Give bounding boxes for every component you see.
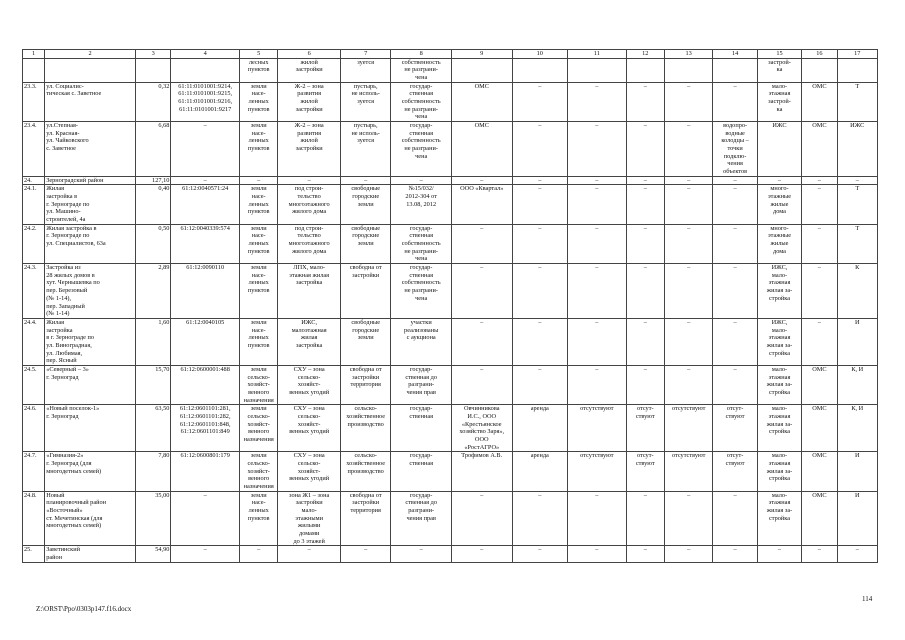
table-cell: 0,32 <box>136 82 171 121</box>
column-number: 10 <box>512 50 568 59</box>
table-cell: под строи- тельство многоэтажного жилого дома <box>278 185 341 224</box>
table-cell: – <box>664 185 712 224</box>
table-cell: 61:12:0040105 <box>171 318 240 365</box>
table-cell: – <box>568 224 627 263</box>
table-row <box>23 122 878 177</box>
table-cell: – <box>512 224 568 263</box>
table-cell: лесных пунктов <box>240 58 278 82</box>
table-row <box>23 264 878 319</box>
table-cell: свободные городские земли <box>340 185 390 224</box>
table-cell: – <box>664 122 712 177</box>
table-cell: – <box>171 176 240 185</box>
table-cell: ЛПХ, мало- этажная жилая застройка <box>278 264 341 319</box>
table-cell: 24.4. <box>23 318 45 365</box>
table-row <box>23 224 878 263</box>
table-cell: государ- ственная собственность не разграни- чена <box>391 122 452 177</box>
table-cell: – <box>626 122 664 177</box>
table-cell: 24.2. <box>23 224 45 263</box>
table-cell: Трофимов А.В. <box>451 452 512 491</box>
table-row <box>23 185 878 224</box>
table-cell: 54,90 <box>136 546 171 562</box>
column-number: 17 <box>837 50 877 59</box>
table-cell: ИЖС, мало- этажная жилая за- стройка <box>757 318 801 365</box>
table-cell: И <box>837 318 877 365</box>
column-number: 3 <box>136 50 171 59</box>
table-cell: ОМС <box>451 122 512 177</box>
table-cell: – <box>568 185 627 224</box>
table-cell: ОМС <box>802 365 837 404</box>
table-cell: собственность не разграни- чена <box>391 58 452 82</box>
table-row <box>23 176 878 185</box>
column-number: 14 <box>713 50 757 59</box>
table-cell: 127,10 <box>136 176 171 185</box>
table-cell: 24.5. <box>23 365 45 404</box>
table-cell: отсутствуют <box>664 405 712 452</box>
table-cell: 61:12:0090110 <box>171 264 240 319</box>
table-cell: – <box>568 264 627 319</box>
table-cell: – <box>451 224 512 263</box>
table-cell: – <box>713 176 757 185</box>
table-cell: застрой- ка <box>757 58 801 82</box>
table-cell: 25. <box>23 546 45 562</box>
table-cell: – <box>713 365 757 404</box>
table-cell: 23.4. <box>23 122 45 177</box>
table-cell: – <box>451 546 512 562</box>
table-cell: земли насе- ленных пунктов <box>240 82 278 121</box>
table-cell: – <box>664 365 712 404</box>
column-number: 4 <box>171 50 240 59</box>
table-cell: отсут- ствуют <box>626 405 664 452</box>
table-cell: – <box>626 82 664 121</box>
table-cell: ОМС <box>802 452 837 491</box>
table-cell: свободные городские земли <box>340 224 390 263</box>
table-cell: государ- ственная собственность не разграни- чена <box>391 224 452 263</box>
table-cell: Т <box>837 185 877 224</box>
table-cell: мало- этажная жилая за- стройка <box>757 452 801 491</box>
column-number: 12 <box>626 50 664 59</box>
table-cell <box>664 58 712 82</box>
table-cell: 24.1. <box>23 185 45 224</box>
table-cell: – <box>626 264 664 319</box>
table-cell: аренда <box>512 452 568 491</box>
table-cell: – <box>512 122 568 177</box>
table-cell: – <box>664 264 712 319</box>
table-cell: Новый планировочный район «Восточный» ст. Мечетинская (для многодетных семей) <box>45 491 136 546</box>
table-cell: – <box>340 546 390 562</box>
table-cell: под строи- тельство многоэтажного жилого дома <box>278 224 341 263</box>
table-cell: – <box>278 176 341 185</box>
table-cell: – <box>713 318 757 365</box>
table-cell <box>512 58 568 82</box>
table-cell: СХУ – зона сельско- хозяйст- венных угодий <box>278 452 341 491</box>
table-cell: 24. <box>23 176 45 185</box>
table-cell: свободные городские земли <box>340 318 390 365</box>
table-cell: отсут- ствуют <box>713 452 757 491</box>
column-number: 11 <box>568 50 627 59</box>
table-cell: – <box>451 491 512 546</box>
table-cell: – <box>568 122 627 177</box>
table-row <box>23 405 878 452</box>
table-cell: – <box>512 365 568 404</box>
table-cell <box>626 58 664 82</box>
table-cell: 7,80 <box>136 452 171 491</box>
table-cell: отсутствуют <box>568 452 627 491</box>
table-cell: – <box>664 176 712 185</box>
table-cell: – <box>713 264 757 319</box>
table-cell: И <box>837 452 877 491</box>
table-cell: сельско- хозяйственное производство <box>340 452 390 491</box>
column-number: 9 <box>451 50 512 59</box>
table-cell: государ- ственная до разграни- чения прав <box>391 365 452 404</box>
table-cell: – <box>713 546 757 562</box>
table-cell: ИЖС, мало- этажная жилая за- стройка <box>757 264 801 319</box>
column-number: 8 <box>391 50 452 59</box>
table-cell: 61:12:0040571:24 <box>171 185 240 224</box>
table-cell: зуется <box>340 58 390 82</box>
land-plots-table <box>22 49 878 563</box>
table-cell: сельско- хозяйственное производство <box>340 405 390 452</box>
table-cell: «Гимназия-2» г. Зерноград (для многодетных семей) <box>45 452 136 491</box>
table-cell: – <box>802 546 837 562</box>
table-cell: – <box>626 318 664 365</box>
table-cell: – <box>664 224 712 263</box>
table-cell: – <box>757 546 801 562</box>
table-cell: – <box>451 365 512 404</box>
table-cell: – <box>512 82 568 121</box>
table-cell: свободна от застройки территория <box>340 365 390 404</box>
table-cell: – <box>802 185 837 224</box>
table-cell <box>451 58 512 82</box>
table-cell: отсут- ствуют <box>626 452 664 491</box>
table-cell <box>568 58 627 82</box>
column-number: 13 <box>664 50 712 59</box>
table-cell: «Северный – 3» г. Зерноград <box>45 365 136 404</box>
table-cell: – <box>512 264 568 319</box>
table-cell: отсут- ствуют <box>713 405 757 452</box>
table-cell: – <box>713 491 757 546</box>
table-cell: ИЖС, малоэтажная жилая застройка <box>278 318 341 365</box>
table-cell: Заветинский район <box>45 546 136 562</box>
column-number: 7 <box>340 50 390 59</box>
table-cell: Жилая застройка в г. Зернограде по ул. Специалистов, 63а <box>45 224 136 263</box>
table-cell: земли насе- ленных пунктов <box>240 264 278 319</box>
column-number-row <box>23 50 878 59</box>
table-cell: – <box>837 176 877 185</box>
table-cell: государ- ственная собственность не разграни- чена <box>391 82 452 121</box>
table-cell: – <box>837 546 877 562</box>
table-cell: много- этажные жилые дома <box>757 185 801 224</box>
table-cell: И <box>837 491 877 546</box>
table-cell: 6,68 <box>136 122 171 177</box>
table-cell: – <box>626 176 664 185</box>
table-cell: 1,60 <box>136 318 171 365</box>
table-cell: – <box>512 546 568 562</box>
table-cell: «Новый поселок-1» г. Зерноград <box>45 405 136 452</box>
table-cell <box>45 58 136 82</box>
table-cell: земли насе- ленных пунктов <box>240 185 278 224</box>
table-cell: 35,00 <box>136 491 171 546</box>
table-cell: – <box>240 546 278 562</box>
table-cell: – <box>240 176 278 185</box>
table-cell: 24.3. <box>23 264 45 319</box>
table-cell: мало- этажная жилая за- стройка <box>757 365 801 404</box>
table-cell: мало- этажная застрой- ка <box>757 82 801 121</box>
table-cell: – <box>171 122 240 177</box>
table-cell: ОМС <box>802 82 837 121</box>
table-cell: – <box>568 365 627 404</box>
table-cell: ОМС <box>802 122 837 177</box>
table-cell <box>23 58 45 82</box>
table-row <box>23 318 878 365</box>
table-cell: Застройка из 28 жилых домов в хут. Чернышевка по пер. Березовый (№ 1-14), пер. Западный (№ 1-14) <box>45 264 136 319</box>
table-cell: – <box>626 185 664 224</box>
table-cell: – <box>802 176 837 185</box>
table-cell: государ- ственная до разграни- чения прав <box>391 491 452 546</box>
table-cell: земли насе- ленных пунктов <box>240 318 278 365</box>
table-cell: – <box>626 546 664 562</box>
table-cell <box>837 58 877 82</box>
table-cell: – <box>451 176 512 185</box>
table-cell: – <box>568 82 627 121</box>
table-cell: – <box>512 318 568 365</box>
table-cell: – <box>568 546 627 562</box>
table-cell: К, И <box>837 365 877 404</box>
table-cell: К <box>837 264 877 319</box>
table-cell: земли сельско- хозяйст- венного назначения <box>240 365 278 404</box>
table-cell: 15,70 <box>136 365 171 404</box>
table-cell: 61:12:0040339:574 <box>171 224 240 263</box>
table-cell: мало- этажная жилая за- стройка <box>757 491 801 546</box>
table-cell: ИЖС <box>837 122 877 177</box>
table-cell: отсутствуют <box>664 452 712 491</box>
table-cell: 61:12:0600801:179 <box>171 452 240 491</box>
column-number: 16 <box>802 50 837 59</box>
table-cell: свободна от застройки <box>340 264 390 319</box>
table-cell: земли насе- ленных пунктов <box>240 491 278 546</box>
table-cell: участки реализованы с аукциона <box>391 318 452 365</box>
table-cell: 23.3. <box>23 82 45 121</box>
table-cell: К, И <box>837 405 877 452</box>
table-cell: Жилая застройка в г. Зернограде по ул. Машино- строителей, 4а <box>45 185 136 224</box>
column-number: 6 <box>278 50 341 59</box>
table-cell: Т <box>837 224 877 263</box>
table-cell: – <box>802 224 837 263</box>
table-cell: государ- ственная <box>391 405 452 452</box>
table-cell: государ- ственная собственность не разграни- чена <box>391 264 452 319</box>
table-cell: – <box>171 491 240 546</box>
table-row <box>23 82 878 121</box>
table-cell: 2,89 <box>136 264 171 319</box>
table-cell: 24.7. <box>23 452 45 491</box>
table-cell: ул. Социалис- тическая с. Заветное <box>45 82 136 121</box>
table-cell: – <box>391 176 452 185</box>
table-cell: ОМС <box>451 82 512 121</box>
table-cell: – <box>451 318 512 365</box>
table-row <box>23 491 878 546</box>
table-cell: зона Ж1 – зона застройки мало- этажными жилыми домами до 3 этажей <box>278 491 341 546</box>
table-cell: №15/032/ 2012-304 от 13.08, 2012 <box>391 185 452 224</box>
table-cell: пустырь, не исполь- зуется <box>340 82 390 121</box>
table-cell: 0,50 <box>136 224 171 263</box>
table-cell: – <box>340 176 390 185</box>
table-cell: 61:11:0101001:9214, 61:11:0101001:9215, 61:11:0101001:9216, 61:11:0101001:9217 <box>171 82 240 121</box>
table-cell: отсутствуют <box>568 405 627 452</box>
table-cell: ОМС <box>802 491 837 546</box>
table-cell: пустырь, не исполь- зуется <box>340 122 390 177</box>
table-cell: – <box>757 176 801 185</box>
table-cell: земли сельско- хозяйст- венного назначения <box>240 452 278 491</box>
table-cell: Овчинникова И.С., ООО «Крестьянское хозяйство Заря», ООО «РостАГРО» <box>451 405 512 452</box>
table-row <box>23 546 878 562</box>
table-cell: 61:12:0600001:488 <box>171 365 240 404</box>
table-cell: – <box>451 264 512 319</box>
table-cell: 24.8. <box>23 491 45 546</box>
table-cell: 24.6. <box>23 405 45 452</box>
column-number: 2 <box>45 50 136 59</box>
table-cell: – <box>713 224 757 263</box>
table-cell: – <box>391 546 452 562</box>
table-cell: СХУ – зона сельско- хозяйст- венных угодий <box>278 365 341 404</box>
table-cell: Жилая застройка в г. Зернограде по ул. Виноградная, ул. Любимая, пер. Ясный <box>45 318 136 365</box>
table-cell: ООО «Квартал» <box>451 185 512 224</box>
file-path-footer: Z:\ORST\Ppo\0303p147.f16.docx <box>36 605 132 613</box>
table-cell: – <box>713 82 757 121</box>
table-cell: земли насе- ленных пунктов <box>240 122 278 177</box>
table-cell: государ- ственная <box>391 452 452 491</box>
table-cell: жилой застройки <box>278 58 341 82</box>
column-number: 1 <box>23 50 45 59</box>
table-cell: – <box>278 546 341 562</box>
table-cell: – <box>568 318 627 365</box>
table-cell: СХУ – зона сельско- хозяйст- венных угодий <box>278 405 341 452</box>
table-cell: – <box>568 176 627 185</box>
table-cell: – <box>802 264 837 319</box>
table-cell: – <box>512 176 568 185</box>
table-cell: – <box>626 491 664 546</box>
table-cell: земли сельско- хозяйст- венного назначения <box>240 405 278 452</box>
table-cell: ул.Степная- ул. Красная- ул. Чайковского с. Заветное <box>45 122 136 177</box>
table-cell: 61:12:0601101:281, 61:12:0601101:282, 61:12:0601101:848, 61:12:0601101:849 <box>171 405 240 452</box>
table-cell: земли насе- ленных пунктов <box>240 224 278 263</box>
table-cell: Зерноградский район <box>45 176 136 185</box>
table-cell: Т <box>837 82 877 121</box>
table-cell: 0,40 <box>136 185 171 224</box>
table-cell: – <box>664 82 712 121</box>
table-cell: – <box>664 546 712 562</box>
table-cell: – <box>626 365 664 404</box>
table-cell: Ж-2 – зона развития жилой застройки <box>278 82 341 121</box>
column-number: 5 <box>240 50 278 59</box>
table-cell: – <box>664 318 712 365</box>
table-cell: – <box>626 224 664 263</box>
table-row <box>23 58 878 82</box>
table-cell <box>136 58 171 82</box>
table-cell: Ж-2 – зона развития жилой застройки <box>278 122 341 177</box>
table-cell: – <box>568 491 627 546</box>
table-cell <box>171 58 240 82</box>
table-cell: – <box>171 546 240 562</box>
table-cell <box>713 58 757 82</box>
column-number: 15 <box>757 50 801 59</box>
table-cell: – <box>802 318 837 365</box>
table-cell: – <box>713 185 757 224</box>
page-number: 114 <box>862 595 873 603</box>
table-cell: много- этажные жилые дома <box>757 224 801 263</box>
table-cell: 63,50 <box>136 405 171 452</box>
table-cell: ОМС <box>802 405 837 452</box>
table-cell: водопро- водные колодцы – точки подклю- чения объектов <box>713 122 757 177</box>
table-row <box>23 365 878 404</box>
table-cell: – <box>512 491 568 546</box>
table-cell: – <box>512 185 568 224</box>
table-cell: мало- этажная жилая за- стройка <box>757 405 801 452</box>
table-cell: аренда <box>512 405 568 452</box>
table-cell: свободна от застройки территория <box>340 491 390 546</box>
table-cell: – <box>664 491 712 546</box>
table-cell <box>802 58 837 82</box>
table-cell: ИЖС <box>757 122 801 177</box>
table-row <box>23 452 878 491</box>
